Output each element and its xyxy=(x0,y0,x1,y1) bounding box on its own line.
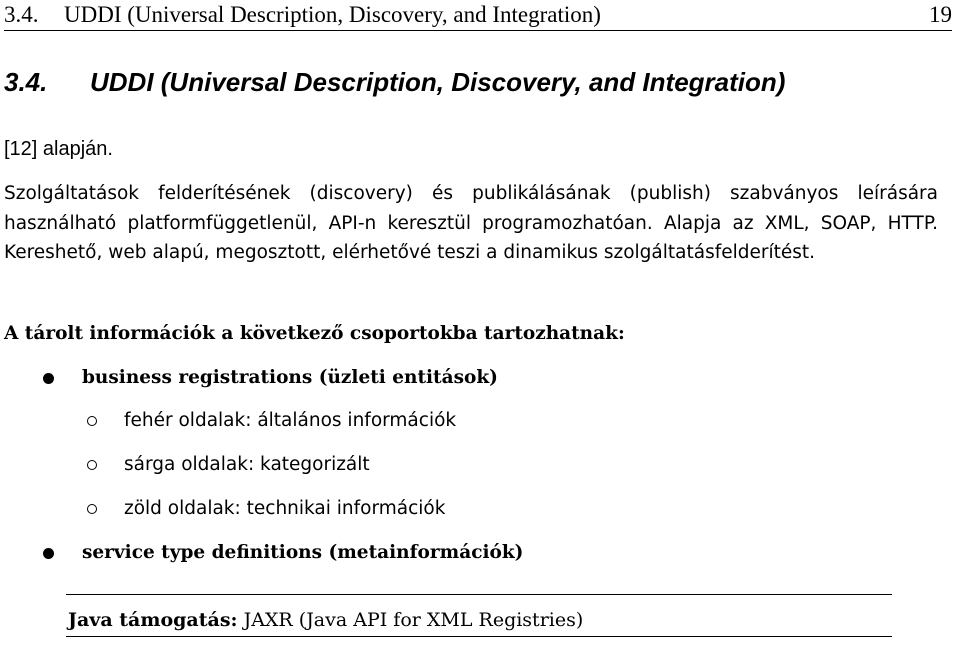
page-number: 19 xyxy=(929,2,952,27)
list-item-label: service type definitions (metainformációk) xyxy=(82,542,524,563)
box-rule-top xyxy=(66,594,892,595)
section-number: 3.4. xyxy=(4,67,48,97)
filled-disc-bullet-icon xyxy=(43,548,54,559)
list-subitem-label: zöld oldalak: technikai információk xyxy=(124,498,446,519)
hollow-circle-bullet-icon xyxy=(87,460,97,470)
running-header-title: UDDI (Universal Description, Discovery, and Integration) xyxy=(64,2,601,27)
list-item-label: business registrations (üzleti entitások) xyxy=(82,367,498,388)
section-heading xyxy=(4,64,785,100)
java-support-line xyxy=(68,606,583,634)
list-intro: A tárolt információk a következő csoportokba tartozhatnak: xyxy=(4,323,625,344)
hollow-circle-bullet-icon xyxy=(87,416,97,426)
source-reference: [12] alapján. xyxy=(4,138,113,160)
body-paragraph: Szolgáltatások felderítésének (discovery) és publikálásának (publish) szabványos leírására használható platformfüggetlenül, API-n keresztül programozhatóan. Alapja az XML, SOAP, HTTP. Kereshető, web alapú, megosztott, elérhetővé teszi a dinamikus szolgáltatásfelderítést. xyxy=(4,183,938,263)
running-header xyxy=(4,0,952,31)
java-support-value: JAXR (Java API for XML Registries) xyxy=(237,609,584,631)
running-header-section-number: 3.4. xyxy=(4,2,39,27)
filled-disc-bullet-icon xyxy=(43,373,54,384)
section-title: UDDI (Universal Description, Discovery, and Integration) xyxy=(90,67,786,97)
java-support-label: Java támogatás: xyxy=(68,609,238,631)
box-rule-bottom xyxy=(66,636,892,637)
list-subitem-label: sárga oldalak: kategorizált xyxy=(124,454,370,475)
hollow-circle-bullet-icon xyxy=(87,504,97,514)
list-subitem-label: fehér oldalak: általános információk xyxy=(124,410,457,431)
